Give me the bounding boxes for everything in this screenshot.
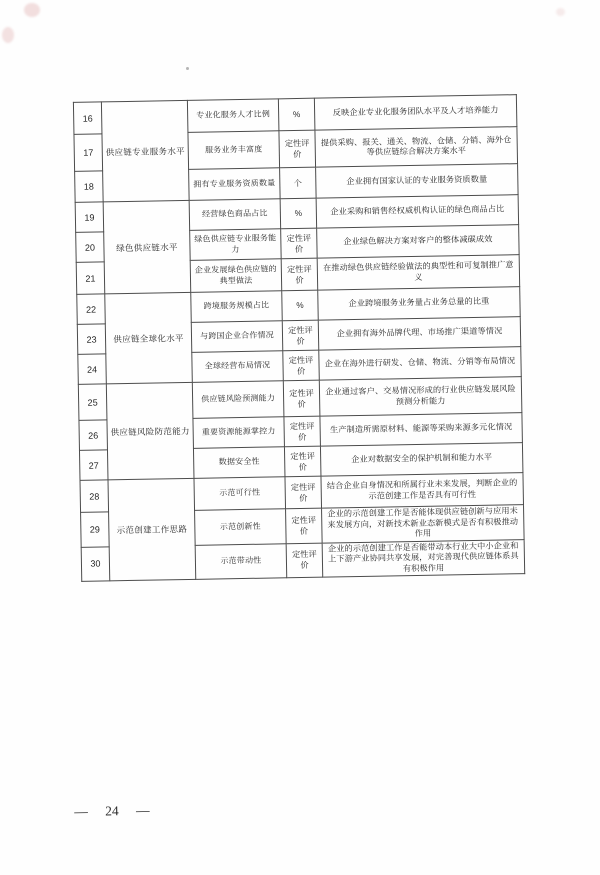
description-cell: 企业对数据安全的保护机制和能力水平 bbox=[320, 443, 522, 477]
unit-cell: % bbox=[280, 198, 317, 229]
description-cell: 企业的示范创建工作是否能带动本行业大中小企业和上下游产业协同共享发展，对完善现代供应链体系具有积极作用 bbox=[322, 539, 525, 577]
description-cell: 企业绿色解决方案对客户的整体减碳成效 bbox=[317, 225, 519, 259]
indicator-cell: 全球经营布局情况 bbox=[192, 351, 284, 383]
row-number: 24 bbox=[78, 354, 107, 384]
indicator-cell: 示范创新性 bbox=[195, 509, 287, 545]
description-cell: 提供采购、报关、通关、物流、仓储、分销、海外仓等供应链综合解决方案水平 bbox=[315, 127, 518, 168]
description-cell: 企业拥有海外品牌代理、市场推广渠道等情况 bbox=[318, 317, 520, 351]
unit-cell: 定性评价 bbox=[285, 476, 322, 509]
category-cell: 示范创建工作思路 bbox=[108, 478, 196, 580]
indicator-cell: 与跨国企业合作情况 bbox=[191, 321, 283, 353]
row-number: 20 bbox=[76, 232, 105, 262]
unit-cell: 定性评价 bbox=[286, 543, 323, 578]
indicator-cell: 重要资源能源掌控力 bbox=[193, 417, 285, 449]
unit-cell: 定性评价 bbox=[284, 416, 321, 447]
supply-chain-indicator-table bbox=[73, 94, 525, 582]
description-cell: 生产制造所需原材料、能源等采购来源多元化情况 bbox=[320, 413, 522, 447]
indicator-cell: 供应链风险预测能力 bbox=[192, 381, 284, 419]
description-cell: 企业在海外进行研发、仓储、物流、分销等布局情况 bbox=[319, 347, 521, 381]
description-cell: 企业跨境服务业务量占业务总量的比重 bbox=[318, 287, 520, 321]
description-cell: 结合企业自身情况和所属行业未来发展，判断企业的示范创建工作是否具有可行性 bbox=[321, 473, 524, 509]
unit-cell: 定性评价 bbox=[282, 320, 319, 351]
unit-cell: 定性评价 bbox=[283, 380, 320, 417]
indicator-cell: 服务业务丰富度 bbox=[188, 131, 280, 170]
description-cell: 企业拥有国家认证的专业服务资质数量 bbox=[316, 164, 519, 199]
unit-cell: 定性评价 bbox=[281, 258, 318, 291]
category-cell: 供应链专业服务水平 bbox=[101, 100, 189, 201]
category-cell: 供应链全球化水平 bbox=[105, 292, 193, 383]
unit-cell: 个 bbox=[280, 167, 317, 199]
row-number: 16 bbox=[73, 102, 102, 134]
row-number: 30 bbox=[81, 546, 110, 581]
indicator-cell: 绿色供应链专业服务能力 bbox=[190, 229, 282, 261]
description-cell: 企业的示范创建工作是否能体现供应链创新与应用未来发展方向，对新技术新业态新模式是否有积极推动作用 bbox=[322, 505, 525, 543]
description-cell: 在推动绿色供应链经验做法的典型性和可复制推广意义 bbox=[317, 255, 520, 291]
indicator-cell: 企业发展绿色供应链的典型做法 bbox=[190, 259, 282, 293]
indicator-cell: 示范带动性 bbox=[195, 543, 287, 579]
row-number: 22 bbox=[77, 294, 106, 324]
unit-cell: 定性评价 bbox=[286, 508, 323, 543]
indicator-cell: 经营绿色商品占比 bbox=[189, 199, 281, 231]
unit-cell: 定性评价 bbox=[284, 446, 321, 477]
row-number: 19 bbox=[75, 202, 104, 232]
page-number: — 24 — bbox=[74, 802, 150, 819]
indicator-cell: 拥有专业服务资质数量 bbox=[189, 168, 281, 201]
unit-cell: 定性评价 bbox=[281, 228, 318, 259]
row-number: 18 bbox=[75, 171, 104, 202]
row-number: 23 bbox=[77, 324, 106, 354]
unit-cell: 定性评价 bbox=[279, 130, 316, 168]
unit-cell: % bbox=[282, 290, 319, 321]
row-number: 25 bbox=[78, 384, 107, 420]
description-cell: 企业通过客户、交易情况形成的行业供应链发展风险预测分析能力 bbox=[319, 377, 522, 417]
unit-cell: 定性评价 bbox=[283, 350, 320, 381]
category-cell: 绿色供应链水平 bbox=[103, 200, 191, 293]
indicator-cell: 示范可行性 bbox=[194, 477, 286, 511]
row-number: 28 bbox=[80, 480, 109, 512]
row-number: 17 bbox=[74, 134, 103, 171]
row-number: 29 bbox=[81, 512, 110, 547]
row-number: 27 bbox=[79, 450, 108, 480]
row-number: 26 bbox=[79, 420, 108, 450]
description-cell: 反映企业专业化服务团队水平及人才培养能力 bbox=[314, 95, 517, 131]
category-cell: 供应链风险防范能力 bbox=[106, 382, 194, 479]
unit-cell: % bbox=[278, 98, 315, 131]
indicator-cell: 专业化服务人才比例 bbox=[187, 99, 279, 133]
indicator-cell: 数据安全性 bbox=[193, 447, 285, 479]
description-cell: 企业采购和销售经权威机构认证的绿色商品占比 bbox=[316, 195, 518, 229]
indicator-cell: 跨境服务规模占比 bbox=[191, 291, 283, 323]
row-number: 21 bbox=[76, 262, 105, 294]
